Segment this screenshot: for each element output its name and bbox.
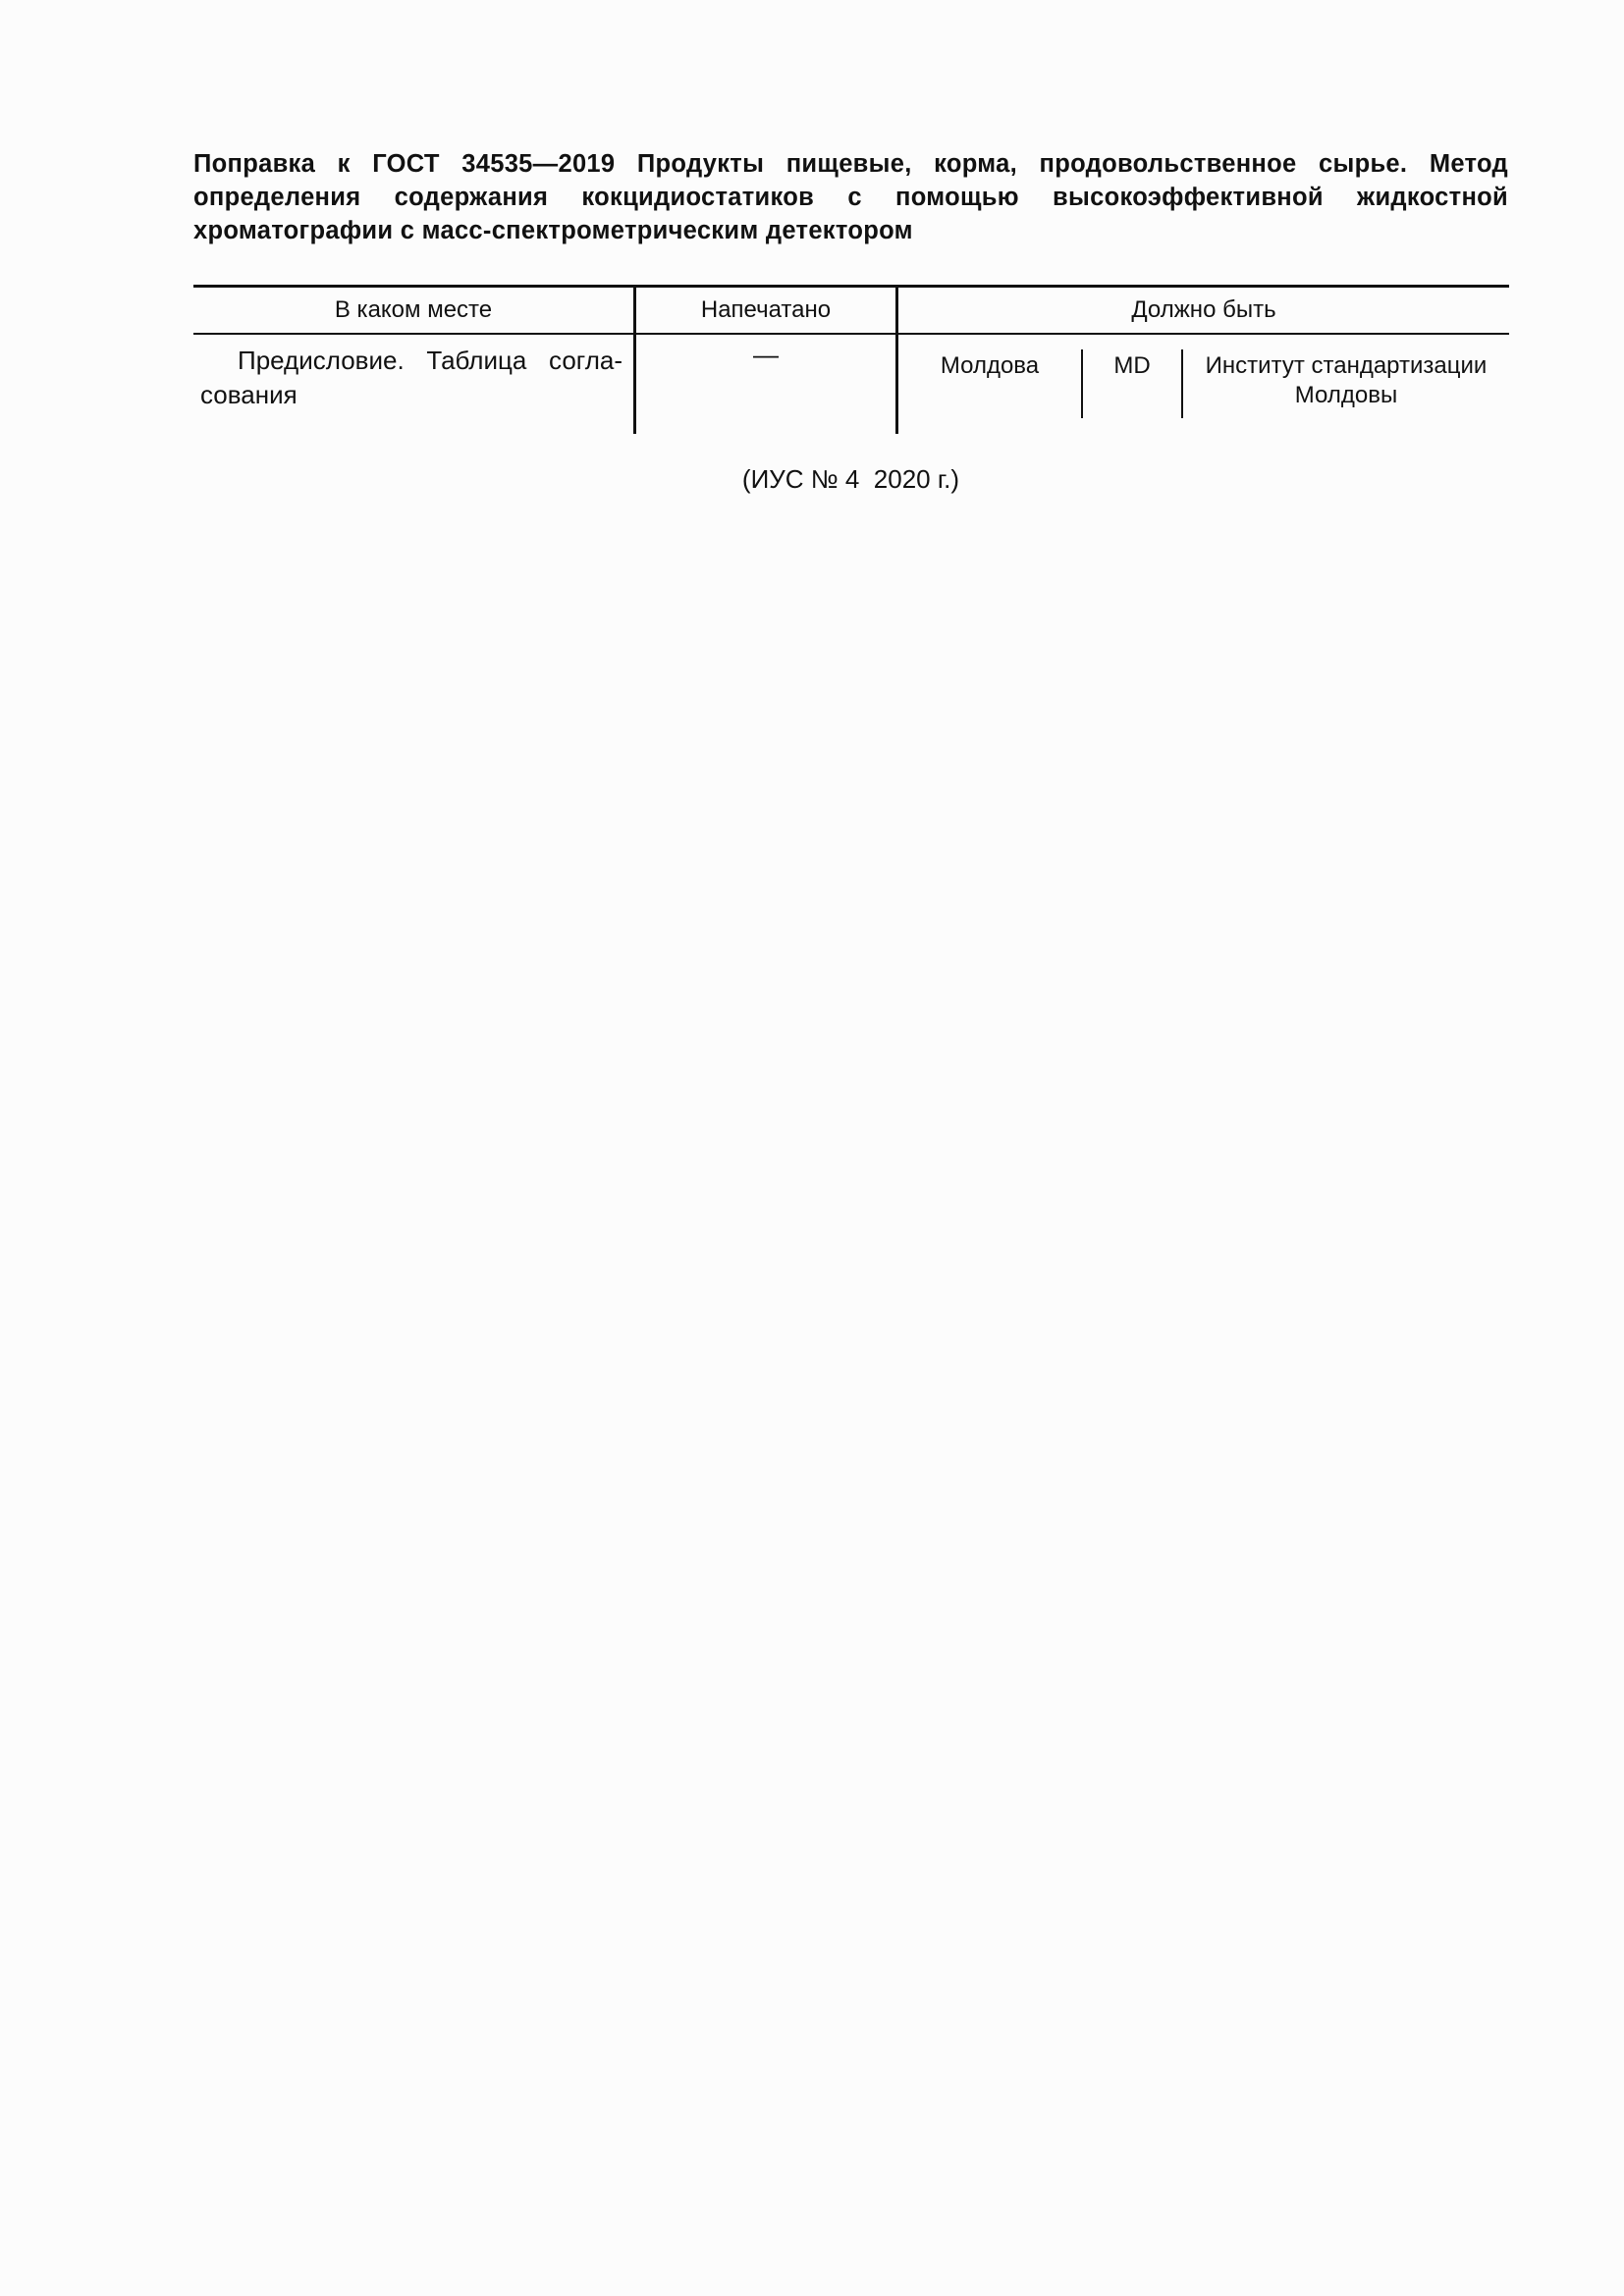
cell-country: Молдова (940, 352, 1040, 379)
table-header-rule (193, 333, 1509, 335)
amendment-table (193, 285, 1509, 434)
cell-printed: — (753, 340, 779, 369)
header-should-be: Должно быть (1131, 296, 1276, 323)
cell-place: Предисловие. Таблица согла-сования (200, 346, 623, 409)
cell-organization: Институт стандартизации Молдовы (1205, 352, 1488, 408)
header-place: В каком месте (334, 296, 493, 323)
header-printed: Напечатано (700, 296, 832, 323)
cell-country-code: MD (1113, 352, 1151, 379)
amendment-heading: Поправка к ГОСТ 34535—2019 Продукты пищевые, корма, продовольственное сырье. Метод определения содержания кокцидиостатиков с помощью высокоэффективной жидкостной хроматографии с масс-спектрометрическим детектором (193, 150, 1508, 244)
table-top-rule (193, 285, 1509, 288)
ius-reference: (ИУС № 4 2020 г.) (741, 464, 960, 494)
